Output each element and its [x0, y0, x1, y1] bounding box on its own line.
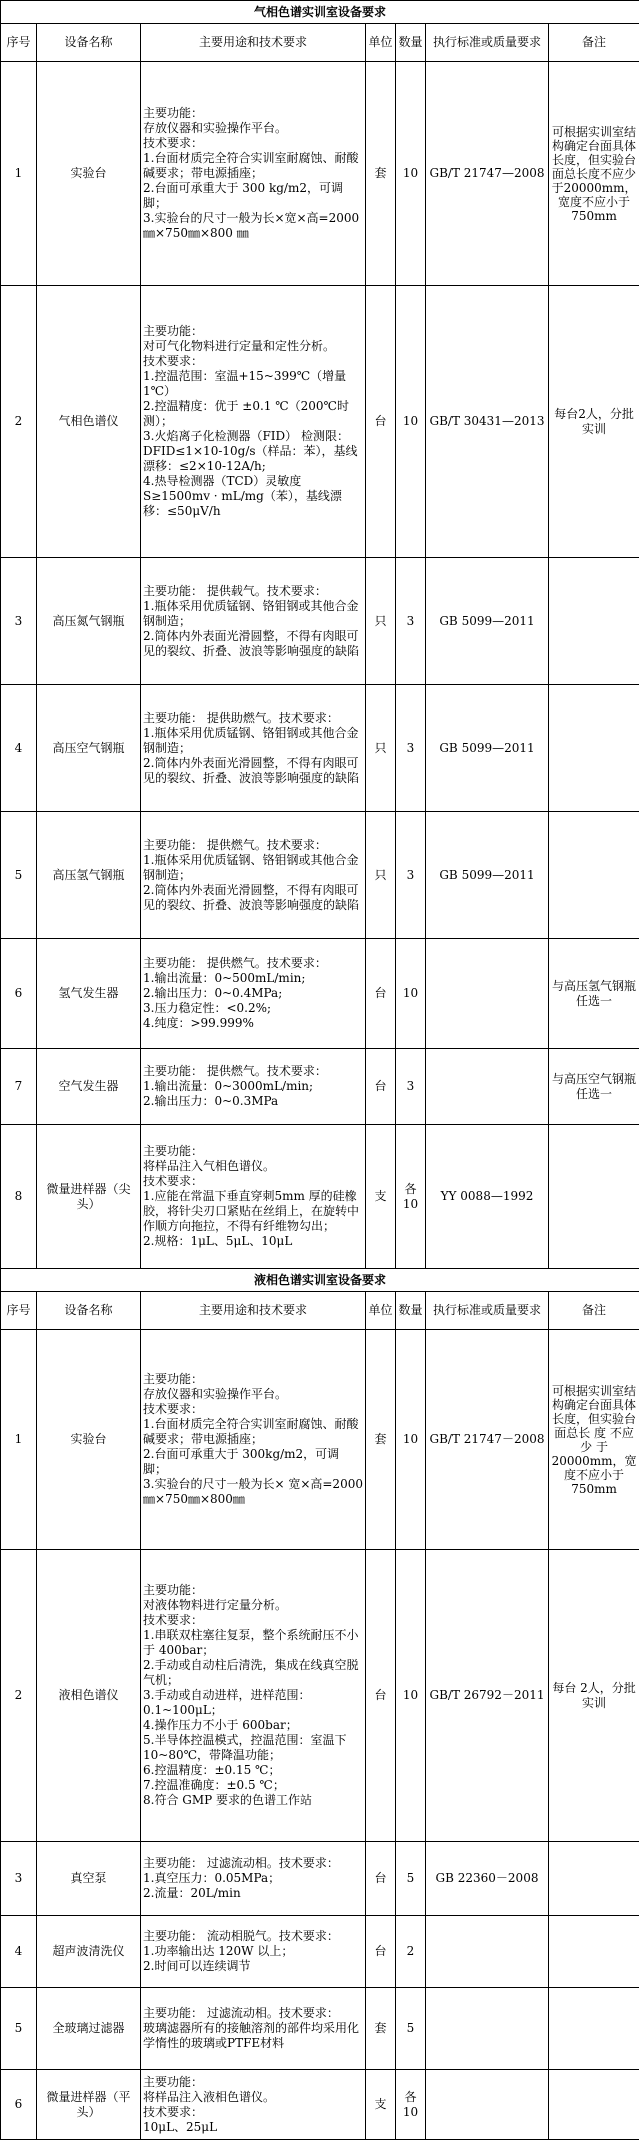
row-standard: YY 0088—1992: [426, 1125, 549, 1269]
table-row: [1, 286, 639, 558]
row-note: 可根据实训室结构确定台面具体长度，但实验台面总长 度 不应 少 于20000mm，宽度不应小于750mm: [549, 1330, 639, 1550]
row-standard: GB 5099—2011: [426, 812, 549, 939]
row-qty: 10: [396, 286, 426, 558]
row-qty: 5: [396, 1842, 426, 1916]
row-name: 高压氢气钢瓶: [37, 812, 141, 939]
row-standard: GB/T 30431—2013: [426, 286, 549, 558]
row-unit: 套: [366, 62, 396, 286]
table-row: [1, 1125, 639, 1269]
row-no: 2: [1, 1550, 37, 1842]
row-qty: 3: [396, 1049, 426, 1125]
row-no: 2: [1, 286, 37, 558]
row-spec: 主要功能： 提供燃气。技术要求： 1.输出流量：0~3000mL/min; 2.输出压力：0~0.3MPa: [141, 1049, 366, 1125]
lc-header-row: [1, 1292, 639, 1330]
row-no: 1: [1, 62, 37, 286]
gc-table-title: 气相色谱实训室设备要求: [1, 1, 639, 24]
row-note: [549, 1125, 639, 1269]
row-qty: 10: [396, 1550, 426, 1842]
lc-table-title: 液相色谱实训室设备要求: [1, 1269, 639, 1292]
row-spec: 主要功能： 存放仪器和实验操作平台。 技术要求： 1.台面材质完全符合实训室耐腐蚀、耐酸碱要求；带电源插座； 2.台面可承重大于 300kg/m2，可调脚； 3.实验台的尺寸一般为长× 宽×高=2000㎜×750㎜×800㎜: [141, 1330, 366, 1550]
header-name: 设备名称: [37, 24, 141, 62]
row-no: 6: [1, 939, 37, 1049]
row-spec: 主要功能： 过滤流动相。技术要求： 玻璃滤器所有的接触溶剂的部件均采用化学惰性的玻璃或PTFE材料: [141, 1988, 366, 2070]
row-spec: 主要功能： 提供燃气。技术要求： 1.输出流量：0~500mL/min; 2.输出压力：0~0.4MPa; 3.压力稳定性：<0.2%; 4.纯度：>99.999%: [141, 939, 366, 1049]
row-unit: 套: [366, 1988, 396, 2070]
row-note: [549, 812, 639, 939]
table-row: [1, 1049, 639, 1125]
row-standard: GB 5099—2011: [426, 558, 549, 685]
table-row: [1, 1330, 639, 1550]
table-row: [1, 812, 639, 939]
table-row: [1, 1988, 639, 2070]
row-spec: 主要功能： 对液体物料进行定量分析。 技术要求： 1.串联双柱塞往复泵，整个系统耐压不小于 400bar； 2.手动或自动柱后清洗，集成在线真空脱气机； 3.手动或自动进样，进样范围：0.1~100μL； 4.操作压力不小于 600bar； 5.半导体控温模式，控温范围：室温下 10~80℃，带降温功能； 6.控温精度：±0.15 ℃； 7.控温准确度：±0.5 ℃； 8.符合 GMP 要求的色谱工作站: [141, 1550, 366, 1842]
row-name: 真空泵: [37, 1842, 141, 1916]
row-unit: 台: [366, 939, 396, 1049]
row-note: [549, 2070, 639, 2140]
row-spec: 主要功能： 存放仪器和实验操作平台。 技术要求： 1.台面材质完全符合实训室耐腐蚀、耐酸碱要求；带电源插座； 2.台面可承重大于 300 kg/m2，可调脚； 3.实验台的尺寸一般为长×宽×高=2000㎜×750㎜×800 ㎜: [141, 62, 366, 286]
header-note: 备注: [549, 1292, 639, 1330]
gc-header-row: [1, 24, 639, 62]
row-name: 全玻璃过滤器: [37, 1988, 141, 2070]
row-note: 每台 2人，分批实训: [549, 1550, 639, 1842]
row-standard: [426, 1988, 549, 2070]
row-qty: 10: [396, 939, 426, 1049]
row-unit: 套: [366, 1330, 396, 1550]
row-standard: [426, 2070, 549, 2140]
row-name: 液相色谱仪: [37, 1550, 141, 1842]
table-row: [1, 558, 639, 685]
row-unit: 台: [366, 1842, 396, 1916]
row-qty: 3: [396, 558, 426, 685]
row-standard: GB 22360－2008: [426, 1842, 549, 1916]
row-note: [549, 1916, 639, 1988]
row-no: 8: [1, 1125, 37, 1269]
row-name: 氢气发生器: [37, 939, 141, 1049]
row-spec: 主要功能： 将样品注入气相色谱仪。 技术要求： 1.应能在常温下垂直穿刺5mm 厚的硅橡胶，将针尖刃口紧贴在丝绢上，在旋转中作顺方向拖拉，不得有纤维物勾出； 2.规格：1μL、5μL、10μL: [141, 1125, 366, 1269]
row-no: 3: [1, 1842, 37, 1916]
header-spec: 主要用途和技术要求: [141, 24, 366, 62]
header-standard: 执行标准或质量要求: [426, 1292, 549, 1330]
table-row: [1, 939, 639, 1049]
row-name: 空气发生器: [37, 1049, 141, 1125]
header-name: 设备名称: [37, 1292, 141, 1330]
row-standard: [426, 1049, 549, 1125]
row-no: 3: [1, 558, 37, 685]
row-unit: 只: [366, 812, 396, 939]
lc-title-row: [1, 1269, 639, 1292]
row-note: [549, 1988, 639, 2070]
row-name: 微量进样器（尖头）: [37, 1125, 141, 1269]
header-unit: 单位: [366, 1292, 396, 1330]
row-spec: 主要功能： 过滤流动相。技术要求： 1.真空压力：0.05MPa； 2.流量：20L/min: [141, 1842, 366, 1916]
row-unit: 台: [366, 1049, 396, 1125]
row-note: [549, 685, 639, 812]
table-row: [1, 1550, 639, 1842]
row-qty: 10: [396, 62, 426, 286]
header-no: 序号: [1, 24, 37, 62]
row-standard: GB/T 21747－2008: [426, 1330, 549, 1550]
row-qty: 10: [396, 1330, 426, 1550]
row-standard: [426, 1916, 549, 1988]
header-qty: 数量: [396, 1292, 426, 1330]
row-spec: 主要功能： 流动相脱气。技术要求： 1.功率输出达 120W 以上； 2.时间可以连续调节: [141, 1916, 366, 1988]
row-qty: 2: [396, 1916, 426, 1988]
row-standard: GB/T 21747—2008: [426, 62, 549, 286]
row-name: 微量进样器（平头）: [37, 2070, 141, 2140]
row-unit: 支: [366, 1125, 396, 1269]
table-row: [1, 62, 639, 286]
row-name: 实验台: [37, 1330, 141, 1550]
row-qty: 各10: [396, 1125, 426, 1269]
row-standard: [426, 939, 549, 1049]
row-no: 4: [1, 685, 37, 812]
row-note: 与高压氢气钢瓶任选一: [549, 939, 639, 1049]
lc-equipment-table: [0, 1268, 639, 2140]
row-note: [549, 558, 639, 685]
row-spec: 主要功能： 提供燃气。技术要求： 1.瓶体采用优质锰钢、铬钼钢或其他合金钢制造； 2.筒体内外表面光滑圆整，不得有肉眼可见的裂纹、折叠、波浪等影响强度的缺陷: [141, 812, 366, 939]
row-no: 7: [1, 1049, 37, 1125]
header-spec: 主要用途和技术要求: [141, 1292, 366, 1330]
row-spec: 主要功能： 将样品注入液相色谱仪。 技术要求： 10μL、25μL: [141, 2070, 366, 2140]
gc-title-row: [1, 1, 639, 24]
row-unit: 台: [366, 1550, 396, 1842]
table-row: [1, 685, 639, 812]
header-standard: 执行标准或质量要求: [426, 24, 549, 62]
row-no: 4: [1, 1916, 37, 1988]
table-row: [1, 2070, 639, 2140]
row-unit: 只: [366, 558, 396, 685]
row-unit: 只: [366, 685, 396, 812]
row-spec: 主要功能： 对可气化物料进行定量和定性分析。 技术要求： 1.控温范围：室温+15~399℃（增量 1℃） 2.控温精度：优于 ±0.1 ℃（200℃时测）； 3.火焰离子化检测器（FID） 检测限：DFID≤1×10-10g/s（样品：苯），基线漂移：≤2×10-12A/h; 4.热导检测器（TCD）灵敏度S≥1500mv · mL/mg（苯），基线漂移：≤50μV/h: [141, 286, 366, 558]
row-qty: 5: [396, 1988, 426, 2070]
row-no: 5: [1, 1988, 37, 2070]
header-qty: 数量: [396, 24, 426, 62]
row-note: 每台2人，分批实训: [549, 286, 639, 558]
row-unit: 支: [366, 2070, 396, 2140]
row-no: 5: [1, 812, 37, 939]
row-note: [549, 1842, 639, 1916]
row-unit: 台: [366, 286, 396, 558]
row-no: 1: [1, 1330, 37, 1550]
row-name: 气相色谱仪: [37, 286, 141, 558]
header-no: 序号: [1, 1292, 37, 1330]
row-spec: 主要功能： 提供助燃气。技术要求： 1.瓶体采用优质锰钢、铬钼钢或其他合金钢制造； 2.筒体内外表面光滑圆整，不得有肉眼可见的裂纹、折叠、波浪等影响强度的缺陷: [141, 685, 366, 812]
header-note: 备注: [549, 24, 639, 62]
table-row: [1, 1842, 639, 1916]
row-standard: GB/T 26792－2011: [426, 1550, 549, 1842]
row-no: 6: [1, 2070, 37, 2140]
row-unit: 台: [366, 1916, 396, 1988]
row-note: 可根据实训室结构确定台面具体长度，但实验台面总长度不应少于20000mm，宽度不应小于750mm: [549, 62, 639, 286]
row-qty: 3: [396, 685, 426, 812]
row-standard: GB 5099—2011: [426, 685, 549, 812]
header-unit: 单位: [366, 24, 396, 62]
row-qty: 3: [396, 812, 426, 939]
row-note: 与高压空气钢瓶任选一: [549, 1049, 639, 1125]
row-name: 实验台: [37, 62, 141, 286]
row-qty: 各10: [396, 2070, 426, 2140]
row-name: 高压空气钢瓶: [37, 685, 141, 812]
row-name: 超声波清洗仪: [37, 1916, 141, 1988]
table-row: [1, 1916, 639, 1988]
row-spec: 主要功能： 提供载气。技术要求： 1.瓶体采用优质锰钢、铬钼钢或其他合金钢制造； 2.筒体内外表面光滑圆整，不得有肉眼可见的裂纹、折叠、波浪等影响强度的缺陷: [141, 558, 366, 685]
row-name: 高压氮气钢瓶: [37, 558, 141, 685]
